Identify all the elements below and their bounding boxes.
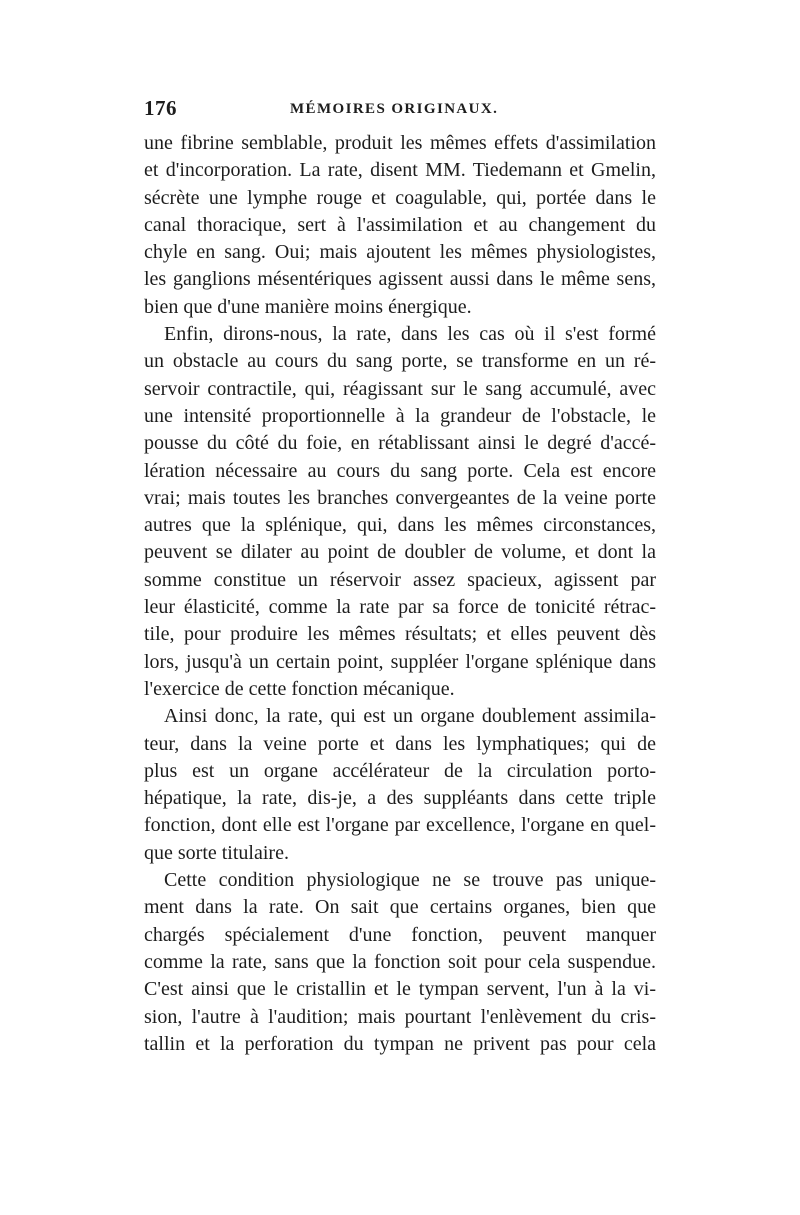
paragraph [144, 321, 656, 703]
text-line: bien que d'une manière moins énergique. [144, 295, 472, 318]
text-line: plus est un organe accélérateur de la circulation porto- [144, 759, 656, 782]
text-line: tile, pour produire les mêmes résultats; et elles peuvent dès [144, 623, 656, 646]
text-line: vrai; mais toutes les branches convergeantes de la veine porte [144, 486, 656, 509]
text-line: ment dans la rate. On sait que certains organes, bien que [144, 896, 656, 919]
text-line: Cette condition physiologique ne se trouve pas unique- [164, 869, 656, 892]
running-title: MÉMOIRES ORIGINAUX. [290, 101, 499, 117]
book-page [144, 96, 656, 1058]
text-line: sion, l'autre à l'audition; mais pourtant l'enlèvement du cris- [144, 1005, 656, 1028]
text-line: servoir contractile, qui, réagissant sur le sang accumulé, avec [144, 377, 656, 400]
body-text [144, 130, 656, 1058]
text-line: canal thoracique, sert à l'assimilation et au changement du [144, 213, 656, 236]
text-line: teur, dans la veine porte et dans les lymphatiques; qui de [144, 732, 656, 755]
page-number: 176 [144, 96, 177, 120]
text-line: leur élasticité, comme la rate par sa force de tonicité rétrac- [144, 596, 656, 619]
text-line: fonction, dont elle est l'organe par excellence, l'organe en quel- [144, 814, 656, 837]
text-line: somme constitue un réservoir assez spacieux, agissent par [144, 568, 656, 591]
text-line: l'exercice de cette fonction mécanique. [144, 677, 455, 700]
text-line: pousse du côté du foie, en rétablissant ainsi le degré d'accé- [144, 432, 656, 455]
text-line: peuvent se dilater au point de doubler de volume, et dont la [144, 541, 656, 564]
text-line: lération nécessaire au cours du sang porte. Cela est encore [144, 459, 656, 482]
text-line: une intensité proportionnelle à la grandeur de l'obstacle, le [144, 404, 656, 427]
text-line: et d'incorporation. La rate, disent MM. Tiedemann et Gmelin, [144, 159, 656, 182]
text-line: chargés spécialement d'une fonction, peuvent manquer [144, 923, 656, 946]
paragraph [144, 703, 656, 867]
text-line: que sorte titulaire. [144, 841, 289, 864]
text-line: un obstacle au cours du sang porte, se transforme en un ré- [144, 350, 656, 373]
text-line: une fibrine semblable, produit les mêmes effets d'assimilation [144, 132, 656, 154]
text-line: Ainsi donc, la rate, qui est un organe doublement assimila- [164, 705, 656, 728]
text-line: C'est ainsi que le cristallin et le tympan servent, l'un à la vi- [144, 978, 656, 1001]
text-line: sécrète une lymphe rouge et coagulable, qui, portée dans le [144, 186, 656, 209]
running-head [144, 96, 656, 130]
text-line: lors, jusqu'à un certain point, suppléer l'organe splénique dans [144, 650, 656, 673]
text-line: les ganglions mésentériques agissent aussi dans le même sens, [144, 268, 656, 291]
paragraph [144, 130, 656, 321]
text-line: tallin et la perforation du tympan ne privent pas pour cela [144, 1032, 656, 1055]
paragraph [144, 867, 656, 1058]
text-line: comme la rate, sans que la fonction soit pour cela suspendue. [144, 950, 656, 973]
text-line: chyle en sang. Oui; mais ajoutent les mêmes physiologistes, [144, 241, 656, 264]
text-line: hépatique, la rate, dis-je, a des suppléants dans cette triple [144, 787, 656, 810]
text-line: autres que la splénique, qui, dans les mêmes circonstances, [144, 514, 656, 537]
text-line: Enfin, dirons-nous, la rate, dans les cas où il s'est formé [164, 323, 656, 346]
